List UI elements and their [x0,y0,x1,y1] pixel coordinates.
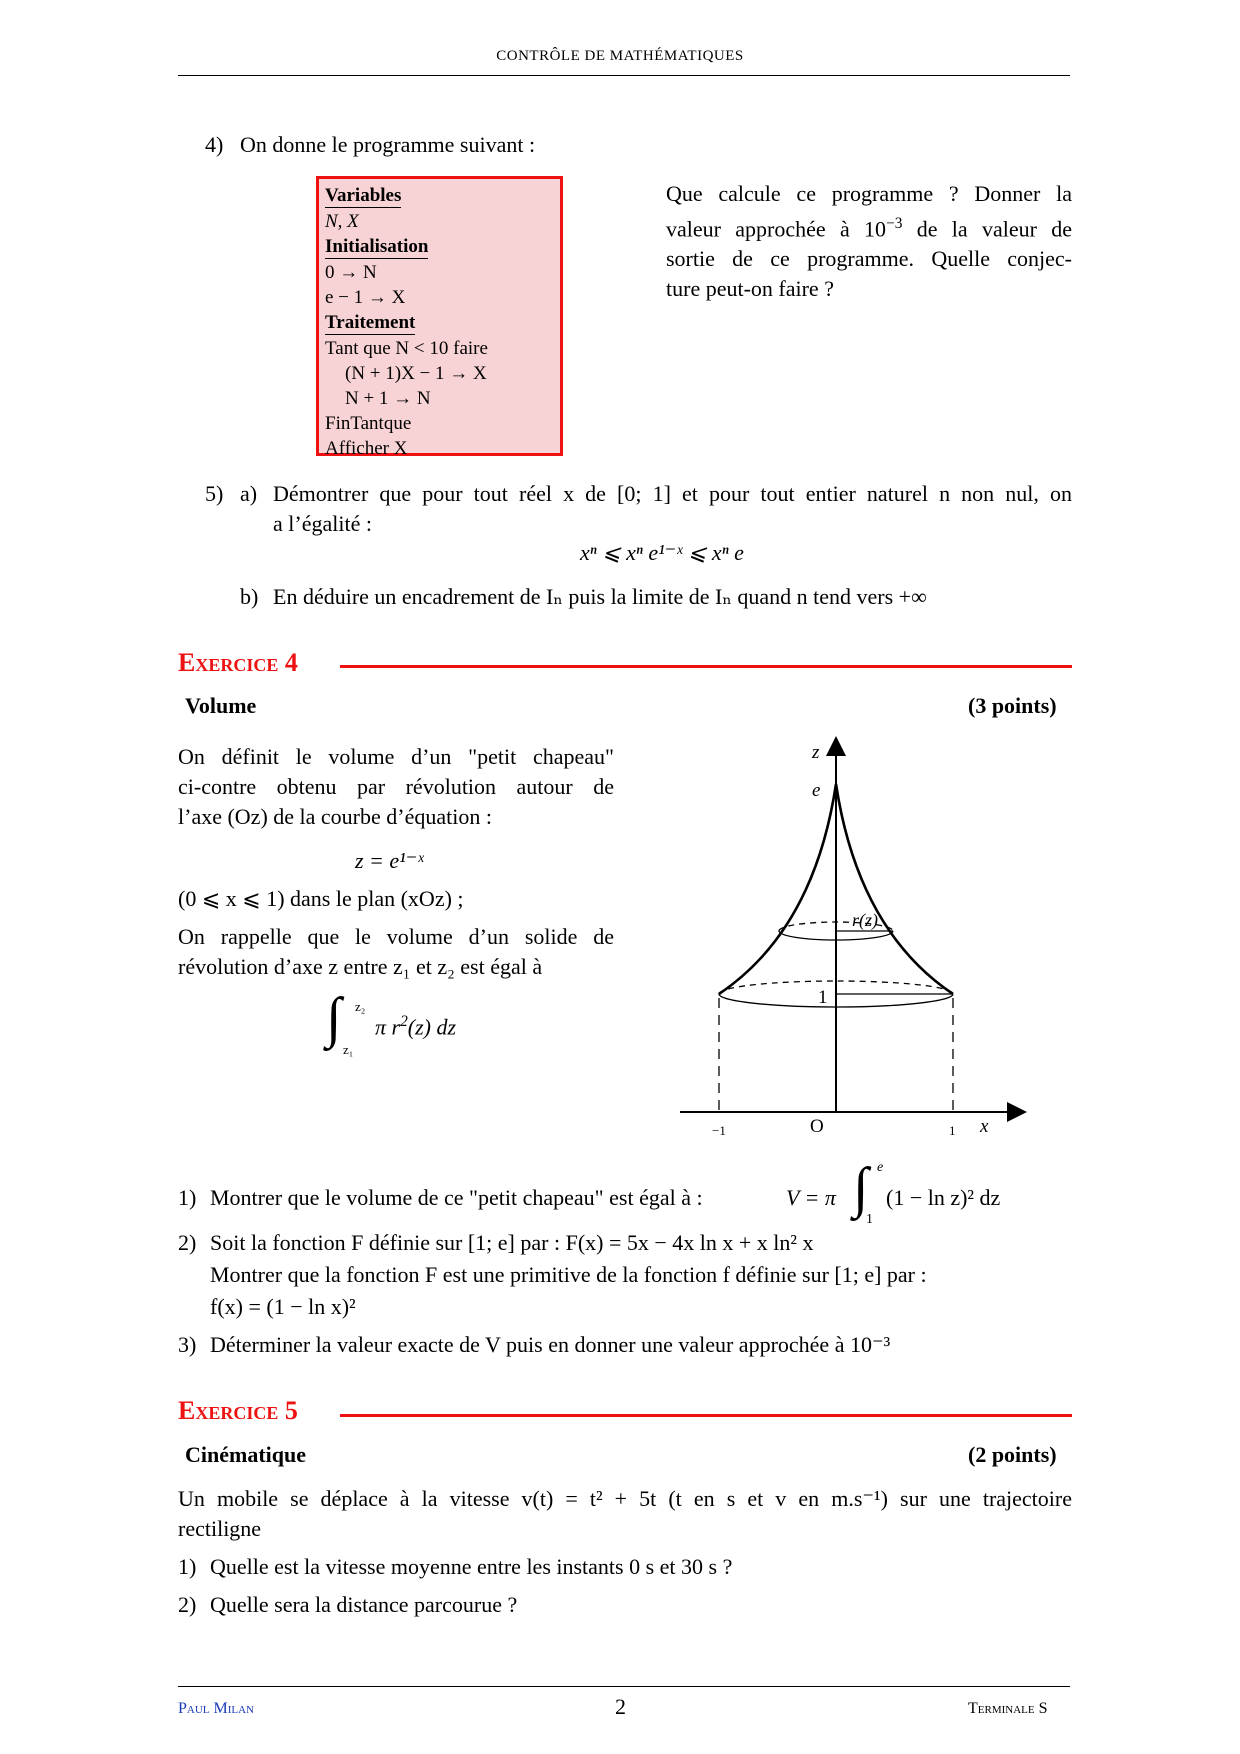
ex4-recall-line-1: On rappelle que le volume d’un solide de [178,924,614,949]
algo-output: Afficher X [325,438,408,459]
ex4-recall-line-2: révolution d’axe z entre z₁ et z₂ est égal à [178,954,543,979]
q4-label: 4) [205,132,224,157]
algo-treatment-title: Traitement [325,312,416,333]
ex5-q2-text: Quelle sera la distance parcourue ? [210,1592,518,1617]
fig-e-label: e [812,780,821,801]
ex4-line-2: ci-contre obtenu par révolution autour de [178,774,614,799]
algo-step-2: N + 1 → N [345,388,431,409]
q5b-text: En déduire un encadrement de Iₙ puis la limite de Iₙ quand n tend vers +∞ [273,584,927,609]
fig-one-label: 1 [818,987,828,1008]
exercise5-title: Exercice 5 [178,1396,298,1425]
algo-step-1: (N + 1)X − 1 → X [345,363,487,384]
exercise4-intro [178,742,614,832]
algo-init-1: 0 → N [325,262,377,283]
ex5-line-2: rectiligne [178,1516,262,1541]
q4-question-line-1: Que calcule ce programme ? Donner la [666,181,1072,206]
q5a-label: a) [240,481,258,506]
footer-level: Terminale S [968,1700,1048,1717]
ex4-q3-text: Déterminer la valeur exacte de V puis en donner une valeur approchée à 10⁻³ [210,1332,891,1357]
q4-question [666,179,1072,304]
ex5-line-1: Un mobile se déplace à la vitesse v(t) = t² + 5t (t en s et v en m.s⁻¹) sur une trajectoire [178,1486,1072,1511]
q5b-label: b) [240,584,259,609]
algorithm-box [316,176,563,459]
algo-init-2: e − 1 → X [325,287,406,308]
exercise5-points: (2 points) [968,1442,1057,1467]
footer-rule [178,1686,1070,1687]
ex4-q2-line-3: f(x) = (1 − ln x)² [210,1294,356,1319]
ex4-q1-formula-left: V = π [786,1185,836,1210]
hat-figure [670,730,1040,1150]
q5a-line-1: Démontrer que pour tout réel x de [0; 1] et pour tout entier naturel n non nul, on [273,481,1072,506]
page-header-title: CONTRÔLE DE MATHÉMATIQUES [496,48,744,64]
left-curve [719,784,836,994]
exercise5-subtitle: Cinématique [185,1442,306,1467]
algo-loop: Tant que N < 10 faire [325,338,488,359]
ex4-integral-high: z₂ [355,999,366,1014]
fig-origin-label: O [810,1116,824,1137]
ex4-q1-label: 1) [178,1185,197,1210]
exercise4-rule [340,665,1072,668]
fig-z-label: z [812,742,820,763]
ex4-q2-label: 2) [178,1230,197,1255]
footer-page-number: 2 [615,1694,626,1719]
q5a-line-2: a l’égalité : [273,511,372,536]
algo-variables-title: Variables [325,185,402,206]
q5a-formula: xⁿ ⩽ xⁿ e¹⁻ˣ ⩽ xⁿ e [580,540,744,565]
exercise4-title: Exercice 4 [178,648,298,677]
ex4-q1-text: Montrer que le volume de ce "petit chapeau" est égal à : [210,1185,703,1210]
algo-end-loop: FinTantque [325,413,412,434]
ex4-equation: z = e¹⁻ˣ [355,848,424,873]
ex4-domain: (0 ⩽ x ⩽ 1) dans le plan (xOz) ; [178,886,464,911]
fig-r-label: r(z) [852,910,878,930]
fig-plus-one: 1 [949,1123,956,1138]
exercise4-points: (3 points) [968,693,1057,718]
q4-intro: On donne le programme suivant : [240,132,536,157]
exercise5-rule [340,1414,1072,1417]
ex4-q1-integral-low: 1 [866,1212,873,1227]
algo-variables: N, X [325,211,359,232]
ex4-integral-low: z₁ [343,1042,354,1057]
q4-question-line-3: sortie de ce programme. Quelle conjec- [666,246,1072,272]
ex5-q1-text: Quelle est la vitesse moyenne entre les instants 0 s et 30 s ? [210,1554,733,1579]
ex4-line-1: On définit le volume d’un "petit chapeau" [178,744,614,769]
ex4-q1-formula-right: (1 − ln z)² dz [886,1185,1001,1210]
ex4-q3-label: 3) [178,1332,197,1357]
exercise4-subtitle: Volume [185,693,257,718]
ex4-q1-integral-sign: ∫ [853,1157,869,1219]
fig-minus-one: −1 [712,1123,726,1138]
ex4-line-3: l’axe (Oz) de la courbe d’équation : [178,804,492,829]
ex4-q2-line-1: Soit la fonction F définie sur [1; e] par : F(x) = 5x − 4x ln x + x ln² x [210,1230,814,1255]
ex5-q2-label: 2) [178,1592,197,1617]
ex4-recall [178,922,614,982]
fig-x-label: x [980,1116,989,1137]
ex4-q1-integral-high: e [877,1160,884,1175]
q4-question-line-2: valeur approchée à $10^{-3}$ de la valeur de [666,215,1073,242]
right-curve [836,784,953,994]
ex5-q1-label: 1) [178,1554,197,1579]
ex4-integral-body: π $r^2(z)$ dz [375,1013,457,1040]
algo-init-title: Initialisation [325,236,429,257]
q5-label: 5) [205,481,224,506]
q4-question-line-4: ture peut-on faire ? [666,276,834,302]
ex4-q2-line-2: Montrer que la fonction F est une primitive de la fonction f définie sur [1; e] par : [210,1262,927,1287]
footer-author: Paul Milan [178,1700,255,1717]
header-rule [178,75,1070,76]
ex4-integral-sign: ∫ [326,987,342,1049]
